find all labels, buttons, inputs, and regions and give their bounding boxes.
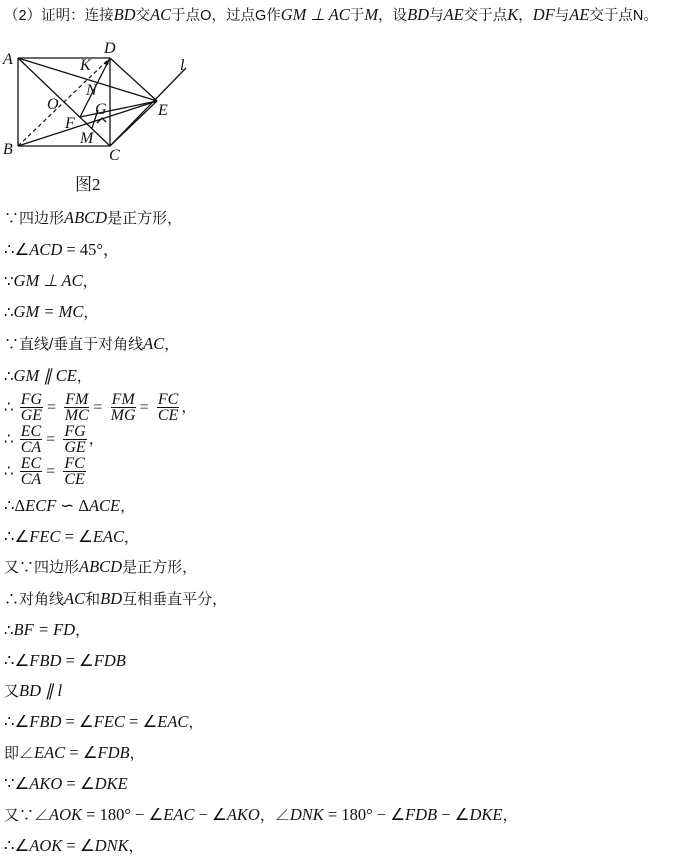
label-c: C <box>109 147 120 164</box>
step-7-ratio: ∴ $\frac{FG}{GE}$ = $\frac{FM}{MC}$ = $\frac{FM}{MG}$ = $\frac{FC}{CE}$ ， <box>4 391 197 424</box>
fraction: $\frac{EC}{CA}$ <box>20 455 42 488</box>
figure-caption: 图2 <box>75 175 101 194</box>
label-l: l <box>180 57 185 74</box>
geometry-figure <box>0 38 200 172</box>
step-12: 又∵四边形ABCD是正方形， <box>4 557 198 576</box>
fraction: $\frac{FM}{MG}$ <box>110 391 136 424</box>
step-20: 又∵∠AOK = 180° − ∠EAC − ∠AKO，∠DNK = 180° − ∠FDB − ∠DKE， <box>4 805 518 824</box>
step-16: 又BD ∥ l <box>4 681 63 700</box>
fraction: $\frac{FG}{GE}$ <box>20 391 43 424</box>
step-21: ∴∠AOK = ∠DNK， <box>4 836 144 855</box>
step-15: ∴∠FBD = ∠FDB <box>4 651 126 670</box>
step-10: ∴ΔECF ∽ ΔACE， <box>4 496 136 515</box>
line-l <box>110 68 186 146</box>
step-19: ∵∠AKO = ∠DKE <box>4 774 128 793</box>
fraction: $\frac{FC}{CE}$ <box>157 391 179 424</box>
label-o: O <box>47 96 59 113</box>
segment-de <box>110 58 157 101</box>
step-2: ∴∠ACD = 45°， <box>4 240 120 259</box>
label-g: G <box>95 101 107 118</box>
step-17: ∴∠FBD = ∠FEC = ∠EAC， <box>4 712 204 731</box>
fraction: $\frac{FG}{GE}$ <box>64 423 86 456</box>
label-e: E <box>158 102 168 119</box>
step-4: ∴GM = MC， <box>4 302 99 321</box>
label-m: M <box>80 130 94 147</box>
label-d: D <box>104 40 116 57</box>
step-5: ∵直线/垂直于对角线AC， <box>4 334 180 353</box>
step-14: ∴BF = FD， <box>4 620 91 639</box>
label-k: K <box>80 57 91 74</box>
step-18: 即∠EAC = ∠FDB， <box>4 743 145 762</box>
step-8-ratio: ∴ $\frac{EC}{CA}$ = $\frac{FG}{GE}$ ， <box>4 423 104 456</box>
label-b: B <box>3 141 13 158</box>
step-3: ∵GM ⊥ AC， <box>4 271 98 290</box>
step-9-ratio: ∴ $\frac{EC}{CA}$ = $\frac{FC}{CE}$ <box>4 455 85 488</box>
problem-header: （2）证明：连接BD交AC于点O，过点G作GM ⊥ AC于M，设BD与AE交于点K，DF与AE交于点N。 <box>4 5 658 24</box>
fraction: $\frac{EC}{CA}$ <box>20 423 42 456</box>
label-a: A <box>3 51 13 68</box>
step-11: ∴∠FEC = ∠EAC， <box>4 527 140 546</box>
arrow-head-d <box>104 58 110 65</box>
step-13: ∴对角线AC和BD互相垂直平分， <box>4 589 228 608</box>
step-6: ∴GM ∥ CE， <box>4 366 92 385</box>
label-n: N <box>86 82 97 99</box>
step-1: ∵四边形ABCD是正方形， <box>4 208 183 227</box>
fraction: $\frac{FM}{MC}$ <box>64 391 89 424</box>
label-f: F <box>65 115 75 132</box>
fraction: $\frac{FC}{CE}$ <box>64 455 85 488</box>
